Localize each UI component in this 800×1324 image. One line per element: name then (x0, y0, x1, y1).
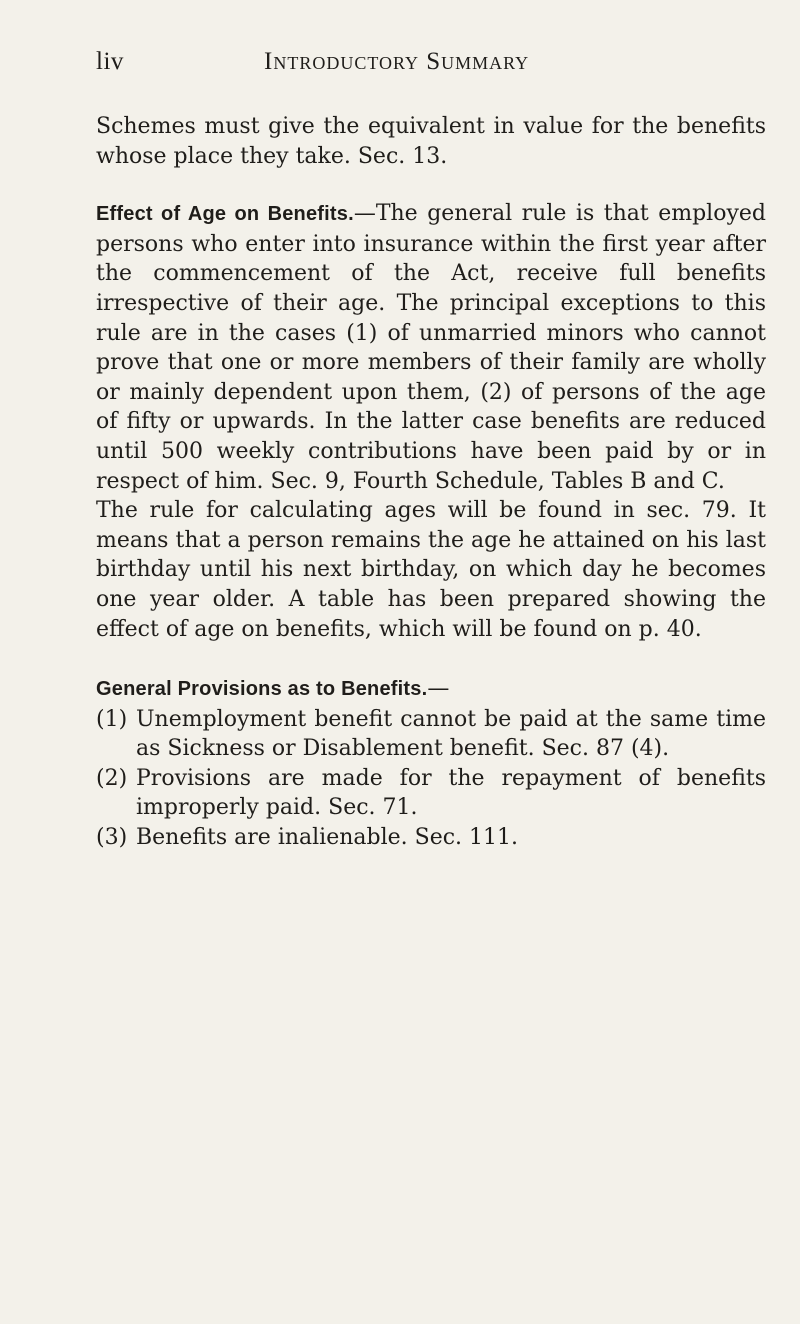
heading-dash: — (427, 676, 450, 702)
list-item-text: Provisions are made for the repayment of benefits improperly paid. Sec. 71. (136, 765, 766, 821)
paragraph-calculating-ages: The rule for calculating ages will be found in sec. 79. It means that a person remains the age he attained on his last birthday until his next birthday, on which day he becomes one year older. A table has been prepared showing the effect of age on benefits, which will be found on p. 40. (96, 498, 766, 642)
list-item (96, 764, 766, 823)
page-number: liv (96, 48, 124, 75)
paragraph-effect-of-age-body: —The general rule is that employed persons who enter into insurance within the first year after the commencement of the Act, receive full benefits irrespective of their age. The principal exceptions to this rule are in the cases (1) of unmarried minors who cannot prove that one or more members of their family are wholly or mainly dependent upon them, (2) of persons of the age of fifty or upwards. In the latter case benefits are reduced until 500 weekly contributions have been paid by or in respect of him. Sec. 9, Fourth Schedule, Tables B and C. (96, 201, 766, 494)
running-title: Introductory Summary (264, 48, 530, 75)
section-heading-general-provisions: General Provisions as to Benefits. (96, 678, 428, 701)
provisions-list (96, 705, 766, 853)
list-item-number: (1) (96, 706, 128, 732)
paragraph-effect-of-age (96, 199, 766, 496)
running-head (96, 48, 766, 88)
book-page (96, 48, 766, 853)
list-item (96, 705, 766, 764)
section-heading-effect-of-age: Effect of Age on Benefits. (96, 203, 354, 226)
list-item-text: Benefits are inalienable. Sec. 111. (136, 825, 519, 851)
paragraph-schemes: Schemes must give the equivalent in value for the benefits whose place they take. Sec. 13. (96, 114, 766, 169)
list-item-text: Unemployment benefit cannot be paid at the same time as Sickness or Disablement benefit. Sec. 87 (4). (136, 706, 766, 762)
general-provisions-heading-line (96, 674, 766, 705)
list-item (96, 823, 766, 853)
list-item-number: (3) (96, 825, 128, 851)
list-item-number: (2) (96, 765, 128, 791)
